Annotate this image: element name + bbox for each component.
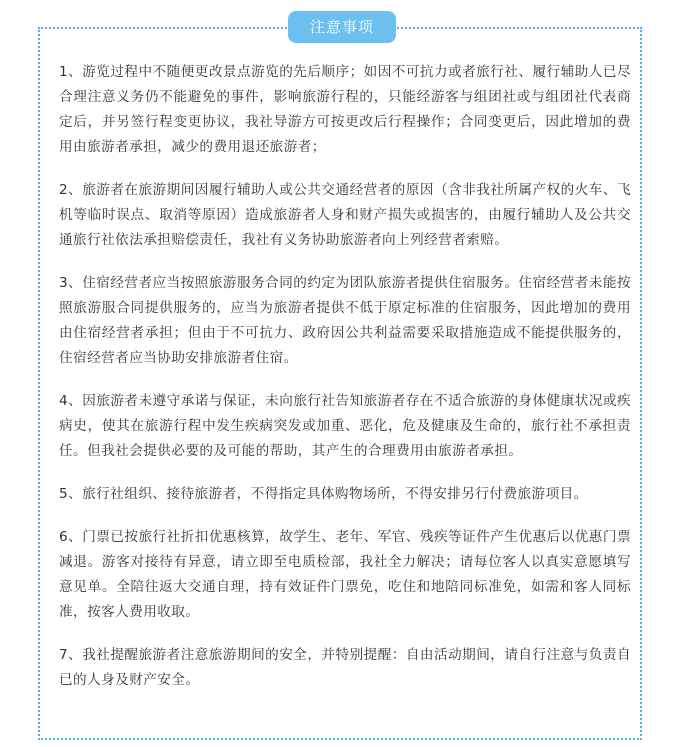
notice-item-2: 2、旅游者在旅游期间因履行辅助人或公共交通经营者的原因（含非我社所属产权的火车、飞机等临时误点、取消等原因）造成旅游者人身和财产损失或损害的，由履行辅助人及公共交通旅行社依法承担赔偿责任，我社有义务协助旅游者向上列经营者索赔。 xyxy=(59,182,631,248)
notice-item-7: 7、我社提醒旅游者注意旅游期间的安全，并特别提醒：自由活动期间，请自行注意与负责自已的人身及财产安全。 xyxy=(59,647,631,688)
notice-item-4: 4、因旅游者未遵守承诺与保证，未向旅行社告知旅游者存在不适合旅游的身体健康状况或疾病史，使其在旅游行程中发生疾病突发或加重、恶化，危及健康及生命的，旅行社不承担责任。但我社会提供必要的及可能的帮助，其产生的合理费用由旅游者承担。 xyxy=(59,393,631,459)
notice-item-3: 3、住宿经营者应当按照旅游服务合同的约定为团队旅游者提供住宿服务。住宿经营者未能按照旅游服合同提供服务的，应当为旅游者提供不低于原定标准的住宿服务，因此增加的费用由住宿经营者承担；但由于不可抗力、政府因公共利益需要采取措施造成不能提供服务的，住宿经营者应当协助安排旅游者住宿。 xyxy=(59,275,631,366)
notice-item-6: 6、门票已按旅行社折扣优惠核算，故学生、老年、军官、残疾等证件产生优惠后以优惠门票减退。游客对接待有异意，请立即至电质检部，我社全力解决；请每位客人以真实意愿填写意见单。全陪往返大交通自理，持有效证件门票免，吃住和地陪同标准免，如需和客人同标准，按客人费用收取。 xyxy=(59,529,631,620)
notice-title: 注意事项 xyxy=(288,11,396,43)
notice-item-1: 1、游览过程中不随便更改景点游览的先后顺序；如因不可抗力或者旅行社、履行辅助人已尽合理注意义务仍不能避免的事件，影响旅游行程的，只能经游客与组团社或与组团社代表商定后，并另签行程变更协议，我社导游方可按更改后行程操作；合同变更后，因此增加的费用由旅游者承担，减少的费用退还旅游者； xyxy=(59,64,631,155)
notice-list xyxy=(59,60,631,693)
notice-item-5: 5、旅行社组织、接待旅游者，不得指定具体购物场所，不得安排另行付费旅游项目。 xyxy=(59,486,588,502)
